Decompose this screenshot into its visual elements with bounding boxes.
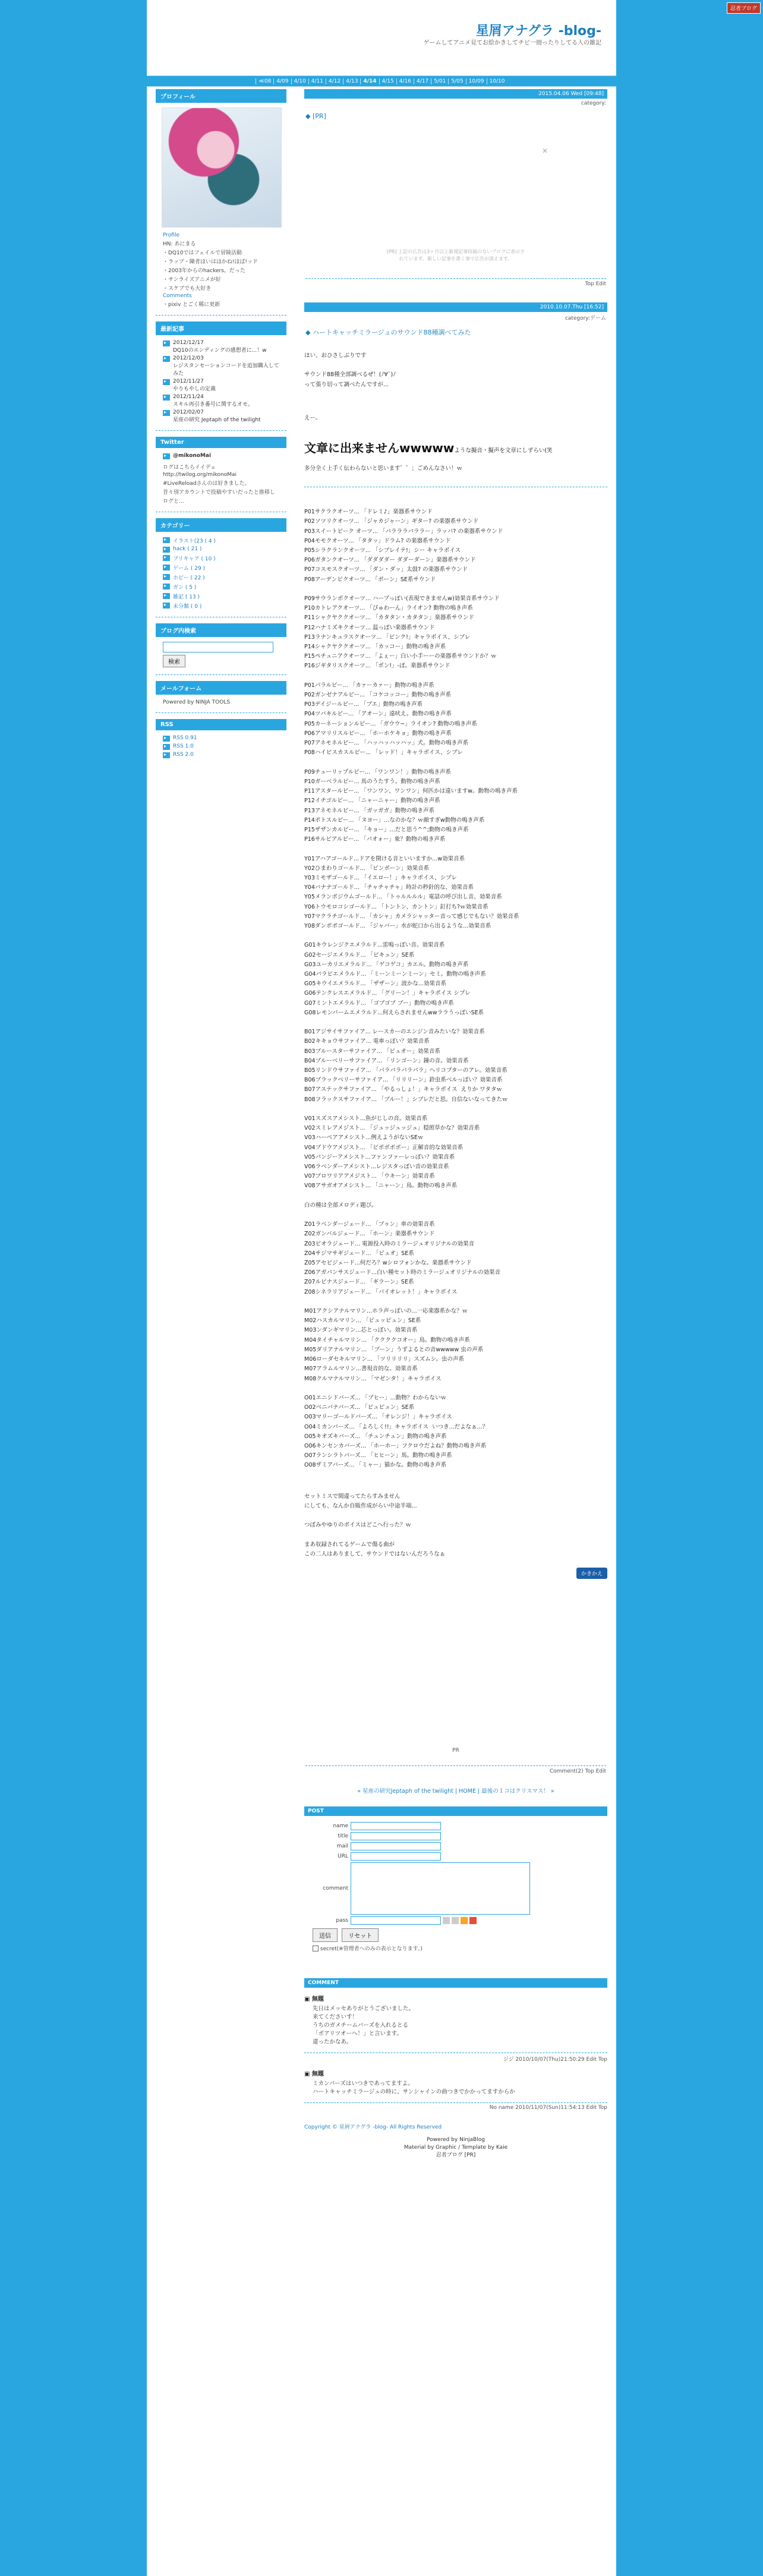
recent-entry-title[interactable]: スキル再引き番号に関するオモ。 bbox=[173, 402, 253, 408]
category-item[interactable] bbox=[163, 554, 279, 562]
list-line: M02ハスカルマリン... 「ピュッピュン」SE系 bbox=[304, 1317, 421, 1325]
list-line: P02ガンゼナアルビー... 「コケコッコー」動物の鳴き声系 bbox=[304, 692, 452, 699]
list-line: P04モモクオーツ... 「タタッ」ドラム? の楽器系サウンド bbox=[304, 537, 451, 544]
list-line: P16サルビアルビー... 「パオォー」象？動物の鳴き声系 bbox=[304, 836, 446, 843]
list-line: O03マリーゴールドバーズ... 「オレンジ！」キャラボイス bbox=[304, 1414, 452, 1421]
list-line: V07ブロワリアアメジスト... 「ウキーン」効果音系 bbox=[304, 1173, 435, 1180]
recent-entry-date: 2012/12/17 bbox=[173, 340, 204, 346]
list-line: P08ハイビスカスルビー... 「レッド！」キャラボイス、シブレ bbox=[304, 749, 463, 756]
mail-field[interactable] bbox=[351, 1842, 441, 1850]
field-label: comment bbox=[323, 1885, 348, 1891]
category-label[interactable]: イラスト(23 ( 4 ) bbox=[173, 538, 216, 544]
list-line: B03ブルースターサファイア... 「ピュオー」効果音系 bbox=[304, 1048, 440, 1055]
recent-entries-block bbox=[156, 321, 286, 423]
entry1-category: category: bbox=[581, 100, 606, 106]
body-text bbox=[304, 1511, 607, 1521]
list-line: V04ブドウアメジスト... 「ピポポポポー」正解音的な効果音系 bbox=[304, 1144, 464, 1151]
site-title[interactable]: 星屑アナグラ -blog- bbox=[475, 24, 601, 39]
list-line: M03ンダンギマリン...芯とっぽい。効果音系 bbox=[304, 1327, 418, 1334]
list-line: P12イチゴルビー... 「ニャーニャー」動物の鳴き声系 bbox=[304, 797, 440, 805]
comment-line: ハートキャッチミラージュの時に、サンシャインの曲つきでかかってますからか bbox=[313, 2088, 515, 2095]
date-nav-link[interactable]: 4/11 bbox=[308, 78, 326, 84]
recent-entry[interactable] bbox=[163, 394, 279, 408]
recent-entry-title[interactable]: やりもやしの定義 bbox=[173, 386, 216, 392]
date-nav-link[interactable]: 10/09 bbox=[466, 78, 487, 84]
post-title: POST bbox=[304, 1806, 607, 1816]
list-line: G04バラピエメラルド... 「ミーンミーンミーン」セミ。動物の鳴き声系 bbox=[304, 970, 486, 978]
form-row bbox=[304, 1916, 607, 1925]
list-line: Z01ラベンダージェード... 「ブゥン」車の効果音系 bbox=[304, 1221, 435, 1228]
list-line: V02スミレアメジスト... 「ジュッジュッジュ」穏照草かな？効果音系 bbox=[304, 1125, 480, 1132]
entry1-title[interactable]: ◆ [PR] bbox=[305, 112, 326, 120]
body-text: まあ収録されてるゲームで傷る曲が bbox=[304, 1541, 395, 1548]
body-text: セットミスで間違ってたらすみません bbox=[304, 1493, 401, 1500]
ninja-blog-admin-button[interactable]: 忍者ブログ bbox=[727, 2, 761, 14]
field-label: pass bbox=[336, 1917, 348, 1924]
field-label: mail bbox=[336, 1843, 348, 1849]
list-line: M04タイチャルマリン... 「ククククコオー」鳥。動物の鳴き声系 bbox=[304, 1336, 470, 1344]
list-line: P07コスモスクオーツ... 「ダン・ダッ」太鼓? の楽器系サウンド bbox=[304, 566, 468, 573]
list-line: Y01アハアゴールド...ドアを開ける音といいますか...w効果音系 bbox=[304, 855, 465, 862]
list-line: V06ラベンダーアメシスト...レジスタっぽい音の効果音系 bbox=[304, 1164, 449, 1171]
bullet-icon bbox=[163, 395, 170, 401]
list-line: V03ハーベアアメシスト...例えようがないSEｗ bbox=[304, 1134, 424, 1142]
bullet-icon bbox=[163, 565, 170, 570]
rss-block bbox=[156, 719, 286, 758]
list-line: P13ラナンキュラスクオーツ... 「ピンク!」キャラボイス、シブレ bbox=[304, 633, 471, 641]
category-label[interactable]: ブリキャア ( 10 ) bbox=[173, 556, 216, 562]
category-item[interactable] bbox=[163, 537, 279, 544]
date-nav-link[interactable]: 4/17 bbox=[414, 78, 431, 84]
list-line: O08ザミアバーズ... 「ミャー」猫かな。動物の鳴き声系 bbox=[304, 1462, 447, 1469]
twitter-text: 昔々別アカウントで投稿やすいだったと推移し bbox=[163, 490, 275, 496]
date-nav-link[interactable]: 4/13 bbox=[343, 78, 360, 84]
list-line: O05キオズキバーズ... 「チュンチュン」動物の鳴き声系 bbox=[304, 1433, 447, 1440]
category-label[interactable]: ゲーム ( 29 ) bbox=[173, 566, 206, 572]
list-line: Y08ダンポポゴールド... 「ジャバー」水が蛇口から出るような...効果音系 bbox=[304, 922, 491, 929]
comment-footer[interactable]: ジジ 2010/10/07(Thu)21:50:29 Edit Top bbox=[304, 2052, 607, 2063]
bullet-icon bbox=[163, 537, 170, 543]
comment-title: ▣ 無題 bbox=[304, 1995, 324, 2003]
profile-title: プロフィール bbox=[156, 89, 286, 103]
bullet-icon bbox=[163, 547, 170, 553]
list-line: B01アジサイサファイア... レースカーのエンジン音みたいな？効果音系 bbox=[304, 1029, 485, 1036]
list-line: P09チューリップルビー... 「ワンワン！」動物の鳴き声系 bbox=[304, 768, 451, 775]
list-line: P12ハナミズキクオーツ... 温っぽい楽器系サウンド bbox=[304, 624, 435, 631]
twitter-text: http://twilog.org/mikonoMai bbox=[163, 472, 237, 478]
list-line: P03スイートピーク オーツ... 「パラララパララー」ラッパ? の楽器系サウンド bbox=[304, 528, 503, 535]
emoji-icon[interactable] bbox=[452, 1917, 459, 1924]
list-line: P13アネモネルビー... 「ガッガガ」動物の鳴き声系 bbox=[304, 807, 434, 814]
post-form bbox=[304, 1822, 607, 1925]
date-nav-link[interactable]: 4/12 bbox=[326, 78, 343, 84]
rss-label[interactable]: RSS 0.91 bbox=[173, 735, 197, 741]
list-line: P04ツバキルビー... 「アオーン」遠吠え。動物の鳴き声系 bbox=[304, 711, 452, 718]
twitter-block bbox=[156, 437, 286, 505]
profile-text bbox=[156, 232, 286, 308]
entry2-category[interactable]: category:ゲーム bbox=[565, 316, 606, 321]
list-line: P10カトレアクオーツ... 「ぴゅわーん」ライオン? 動物の鳴き声系 bbox=[304, 605, 473, 612]
date-nav-link[interactable]: 4/10 bbox=[291, 78, 308, 84]
date-nav-link[interactable]: ≪08 bbox=[256, 78, 273, 84]
bullet-icon bbox=[163, 574, 170, 580]
profile-line: ・DQ10ではフェイルで冒険活動 bbox=[163, 250, 242, 256]
bullet-icon bbox=[163, 752, 170, 758]
profile-line: ・pixiv とごく稀に更新 bbox=[163, 302, 220, 308]
list-line: M07アラムルマリン...書現音的な。効果音系 bbox=[304, 1366, 418, 1373]
entry1-date: 2015.04.06 Wed [09:48] bbox=[304, 89, 607, 99]
list-line: G02セージエメラルド... 「ピキュン」SE系 bbox=[304, 951, 415, 958]
recent-entry[interactable] bbox=[163, 340, 279, 354]
comment-title: ▣ 無題 bbox=[304, 2070, 324, 2077]
list-line: B07アステックサファイア... 「やるっしょ！」キャラボイス えりか ワタタｗ bbox=[304, 1086, 503, 1093]
body-text: この二人はありまして、サウンドではないんだろうなぁ bbox=[304, 1550, 446, 1557]
body-text: って張り切って調べたんですが... bbox=[304, 381, 389, 388]
comment-field[interactable] bbox=[351, 1862, 530, 1915]
title-field[interactable] bbox=[351, 1832, 441, 1840]
list-line: M08クルマナルマリン... 「マゼンタ！」キャラボイス bbox=[304, 1375, 442, 1382]
list-line: B05リンドウサファイア... 「パラパラパラパラ」ヘリコプターのアレ。効果音系 bbox=[304, 1067, 507, 1074]
field-label: name bbox=[333, 1823, 348, 1829]
comment-footer[interactable]: No name 2010/11/07(Sun)11:54:13 Edit Top bbox=[304, 2102, 607, 2111]
list-line: G08レモンバームエメラルド...何えらされませんwwララうっぽいSE系 bbox=[304, 1009, 484, 1016]
search-title: ブログ内検索 bbox=[156, 623, 286, 637]
list-line: P01サクラクオーツ... 「ドレミ♪」楽器系サウンド bbox=[304, 509, 433, 516]
list-line: Z04サジマサギジェード... 「ピュオ」SE系 bbox=[304, 1250, 414, 1257]
list-line: Z06アガパンサスジェード...白い種セット時のミラージュオリジナルの効果音 bbox=[304, 1269, 501, 1276]
profile-line: ・スケブでも大好き bbox=[163, 286, 212, 292]
rss-label[interactable]: RSS 1.0 bbox=[173, 743, 194, 749]
mailform-block bbox=[156, 681, 286, 705]
list-line bbox=[304, 1297, 607, 1307]
list-line bbox=[304, 844, 607, 854]
recent-entry[interactable] bbox=[163, 409, 279, 423]
list-line: Z02ガンバルジェード... 「ホーン」楽器系サウンド bbox=[304, 1231, 435, 1238]
list-line: P02ソツリクオーツ... 「ジャカジャーン」ギター? の楽器系サウンド bbox=[304, 518, 479, 525]
body-text: サウンド88種全部調べるぜ！(ﾉ∀`)ﾉ bbox=[304, 371, 396, 379]
comment-line: うちのガメチームバーズを入れるとる bbox=[313, 2022, 409, 2029]
list-line: Y03ミモザゴールド... 「イエロー！」キャラボイス、シプレ bbox=[304, 874, 457, 881]
pager[interactable]: « 星座の研究Jeptaph of the twilight | HOME | 最後の１コはクリスマス！ » bbox=[357, 1787, 554, 1795]
twitter-text: #LiveReloadさんのは好きました。 bbox=[163, 481, 250, 487]
date-nav-link[interactable]: 4/09 bbox=[273, 78, 291, 84]
list-line: M05ダリアナルマリン... 「ブーン」うずよるとの音wwwww 虫の声系 bbox=[304, 1346, 484, 1353]
list-line: B04ブルーベリーサファイア... 「リンゴーン」鐘の音。効果音系 bbox=[304, 1057, 469, 1064]
list-line bbox=[304, 1191, 607, 1201]
category-item[interactable] bbox=[163, 602, 279, 610]
body-text: 多分全く上手く伝わらないと思います゜゜；ごめんなさい！ｗ bbox=[304, 465, 463, 472]
rss-label[interactable]: RSS 2.0 bbox=[173, 752, 194, 758]
name-field[interactable] bbox=[351, 1822, 441, 1830]
recent-entry-date: 2012/11/24 bbox=[173, 394, 204, 400]
category-item[interactable] bbox=[163, 592, 279, 600]
recent-entry[interactable] bbox=[163, 379, 279, 392]
list-line: Z08シネラリアジェード... 「パイオレット！」キャラボイス bbox=[304, 1288, 458, 1295]
recent-entry-date: 2012/02/07 bbox=[173, 409, 204, 415]
powered-by bbox=[304, 2136, 607, 2159]
list-line: Y02ひまわりゴールド... 「ピンポーン」効果音系 bbox=[304, 865, 430, 872]
list-line: P03デイジールビー... 「ブエ」動物の鳴き声系 bbox=[304, 701, 423, 708]
powered-line: 忍者ブログ [PR] bbox=[436, 2152, 476, 2158]
bullet-icon bbox=[163, 356, 170, 362]
field-label: title bbox=[338, 1833, 348, 1839]
list-line: P05シラクランクオーツ... 「シブレイテ!」シー キャラボイス bbox=[304, 547, 461, 554]
recent-entry[interactable] bbox=[163, 355, 279, 377]
pr-label: PR bbox=[452, 1747, 459, 1754]
secret-checkbox[interactable] bbox=[313, 1946, 319, 1951]
powered-line: Material by Graphic / Template by Kaie bbox=[403, 2144, 508, 2151]
rss-title: RSS bbox=[156, 719, 286, 730]
list-line: B02キキョウサファイア... 電車っぽい？効果音系 bbox=[304, 1038, 430, 1045]
category-item[interactable] bbox=[163, 573, 279, 581]
comment-line: 先日はメッセありがとうございました。 bbox=[313, 2005, 415, 2012]
list-line: V05パンジーアメシスト...ファンファーレっぽい？効果音系 bbox=[304, 1153, 455, 1161]
list-line bbox=[304, 758, 607, 768]
comment bbox=[304, 2069, 607, 2111]
list-line: Z03ビオラジェード... 電源投入時のミラージュオリジナルの効果音 bbox=[304, 1240, 475, 1247]
list-line: P16ジギタリスクオーツ... 「ボン!」-ぽ。楽器系サウンド bbox=[304, 663, 450, 670]
list-line: P06アマリリスルビー... 「ホーホケキョ」動物の鳴き声系 bbox=[304, 730, 452, 737]
bullet-icon bbox=[163, 584, 170, 589]
recent-entries-title: 最新記事 bbox=[156, 321, 286, 335]
list-line: B06ブラックベリーサファイア... 「リリリーン」鈴虫系べルっぽい？効果音系 bbox=[304, 1077, 503, 1084]
search-input[interactable] bbox=[163, 642, 273, 652]
comment-line: 来てくださいす！ bbox=[313, 2013, 358, 2020]
twitter-handle-link[interactable]: ▸ @mikonoMai bbox=[163, 453, 279, 459]
category-label[interactable]: 雑記 ( 13 ) bbox=[173, 594, 200, 600]
bullet-icon bbox=[163, 340, 170, 346]
form-row bbox=[304, 1852, 607, 1861]
entry1-footer[interactable]: Top Edit bbox=[305, 278, 606, 287]
comment-body bbox=[304, 2080, 607, 2096]
list-line: Y06トウモロコシゴールド... 「トントン、カントン」釘打ち?ｗ効果音系 bbox=[304, 903, 488, 910]
category-label[interactable]: ホビー ( 22 ) bbox=[173, 575, 205, 581]
entry2-title[interactable]: ◆ ハートキャッチミラージュのサウンド88種調べてみた bbox=[305, 329, 471, 336]
body-text: えー。 bbox=[304, 414, 321, 421]
profile-line[interactable]: Profile bbox=[163, 232, 179, 238]
body-text: ほい、おひさしぶりです bbox=[304, 352, 367, 359]
emoji-icon[interactable] bbox=[461, 1917, 468, 1924]
field-label: URL bbox=[338, 1853, 348, 1859]
list-line: P01パラルビー... 「カァーカァー」動物の鳴き声系 bbox=[304, 682, 434, 689]
bullet-icon bbox=[163, 453, 170, 459]
powered-line: Powered by NinjaBlog bbox=[427, 2136, 485, 2143]
date-nav-link[interactable]: 4/15 bbox=[379, 78, 396, 84]
profile-avatar bbox=[162, 108, 282, 228]
profile-line[interactable]: Comments bbox=[163, 293, 192, 299]
emoji-icon[interactable] bbox=[443, 1917, 450, 1924]
list-line: P08アーデンピクオーツ... 「ボーン」SE系サウンド bbox=[304, 576, 436, 583]
ad-note: れています。新しい記事を書く事で広告が消えます。 bbox=[399, 256, 513, 261]
recent-entry-date: 2012/12/03 bbox=[173, 355, 204, 361]
date-nav-link[interactable]: 10/10 bbox=[487, 78, 507, 84]
list-line: B08フラックスサファイア... 「ブルー！」シブレだと思。自信ないなってきたｗ bbox=[304, 1096, 508, 1103]
rss-item[interactable] bbox=[163, 752, 279, 758]
category-item[interactable] bbox=[163, 546, 279, 553]
list-line bbox=[304, 931, 607, 941]
reset-button[interactable]: リセット bbox=[342, 1928, 379, 1942]
list-line: P11シャクヤククオーツ... 「カタタン・カタタン」楽器系サウンド bbox=[304, 614, 474, 622]
site-description: ゲームしてアニメ見てお絵かきしてチビ一冊ったりしてる人の雑記 bbox=[423, 40, 601, 46]
comment-title: COMMENT bbox=[304, 1978, 607, 1988]
comment-line: ミカンバーズはいつきであってますよ。 bbox=[313, 2080, 414, 2087]
date-nav-link[interactable]: 5/01 bbox=[431, 78, 448, 84]
category-title: カテゴリー bbox=[156, 518, 286, 532]
form-row bbox=[304, 1822, 607, 1830]
recent-entry-title[interactable]: レジスタンセーションコードを追加購入してみた bbox=[173, 363, 279, 377]
ad-area bbox=[304, 126, 607, 275]
list-line bbox=[304, 1210, 607, 1220]
bullet-icon bbox=[163, 410, 170, 416]
category-label[interactable]: 未分類 ( 0 ) bbox=[173, 604, 202, 610]
list-line: Y04バナナゴールド... 「チャチャチャ」時計の秒針的な、効果音系 bbox=[304, 884, 474, 891]
recent-entry-title[interactable]: DQ10のエンディングの感想者に...！w bbox=[173, 348, 267, 354]
bullet-icon bbox=[163, 593, 170, 599]
list-line: P07アネモネルビー... 「ハッハッハッハッ」犬。動物の鳴き声系 bbox=[304, 740, 469, 747]
date-nav-link[interactable]: 4/14 bbox=[360, 78, 379, 84]
list-line: O07ランシラトバーズ... 「ヒヒーン」馬。動物の鳴き声系 bbox=[304, 1452, 452, 1459]
list-line: V01スズスアメシスト...魚がじしの音。効果音系 bbox=[304, 1115, 428, 1123]
rss-item[interactable] bbox=[163, 743, 279, 750]
bullet-icon bbox=[163, 744, 170, 750]
list-line: 白の種は全部メロディ題び。 bbox=[304, 1202, 377, 1209]
list-line: P15ペチュニアクオーツ... 「よぇー」白い小手ーーの楽器系サウンドか？ｗ bbox=[304, 653, 497, 660]
category-item[interactable] bbox=[163, 583, 279, 591]
profile-line: HN: あにまる bbox=[163, 241, 196, 247]
list-line bbox=[304, 1384, 607, 1393]
list-line: Y07マクラチゴールド... 「カシャ」カメラシャッター音って感じでもない？効果音系 bbox=[304, 913, 519, 920]
rss-item[interactable] bbox=[163, 735, 279, 742]
mailform-title: メールフォーム bbox=[156, 681, 286, 695]
entry2-date: 2010.10.07.Thu [16:52] bbox=[304, 302, 607, 312]
sidebar bbox=[156, 89, 286, 765]
twitter-title: Twitter bbox=[156, 437, 286, 448]
body-text: つぼみやゆりのボイスはどこへ行った？ｗ bbox=[304, 1522, 412, 1529]
profile-line: ・ラップ・陳者ほいはほかね!ほば!ッド bbox=[163, 259, 258, 265]
list-line: P15ザザンカルビー... 「キョー」…だと思う^^;動物の鳴き声系 bbox=[304, 826, 469, 833]
URL-field[interactable] bbox=[351, 1852, 441, 1861]
list-line: M01アクシアナルマリン...ホラ声っぽいの...一応楽器系かな？ｗ bbox=[304, 1308, 468, 1315]
list-line: P05カーネーションルビー... 「ガウウ~」ライオン? 動物の鳴き声系 bbox=[304, 720, 477, 727]
twitter-text: ログはこちらイイデェ bbox=[163, 465, 216, 471]
date-nav-link[interactable]: 4/16 bbox=[396, 78, 414, 84]
share-button[interactable]: かきかえ bbox=[304, 1568, 607, 1579]
search-block bbox=[156, 623, 286, 667]
recent-entry-title[interactable]: 星座の研究 Jeptaph of the twilight bbox=[173, 417, 261, 423]
entry2-heading: 文章に出来ませんwwwwwような擬音・擬声を文章にしずらい(笑 bbox=[304, 441, 553, 456]
bullet-icon bbox=[163, 736, 170, 742]
bullet-icon bbox=[163, 379, 170, 385]
category-block bbox=[156, 518, 286, 610]
list-line: G06テンクレスエメラルド... 「グリーン！」キャラボイス シプレ bbox=[304, 990, 471, 997]
list-line: P14ポトスルビー... 「ヌヨー」…なのかな？ｗ顔すぎw動物の鳴き声系 bbox=[304, 816, 485, 824]
profile-line: ・2003年からのhackers。だった bbox=[163, 268, 245, 274]
list-line: O01エニシドバーズ... 「ブヒー」...動物？わからないｗ bbox=[304, 1394, 447, 1401]
profile-block bbox=[156, 89, 286, 308]
list-line bbox=[304, 1105, 607, 1114]
recent-entry-date: 2012/11/27 bbox=[173, 379, 204, 384]
entry2-footer[interactable]: Comment(2) Top Edit bbox=[305, 1765, 606, 1774]
comment-body bbox=[304, 2005, 607, 2047]
copyright: Copyright © 星屑アナグラ -blog- All Rights Reserved bbox=[304, 2124, 442, 2130]
date-nav bbox=[147, 75, 616, 87]
list-line: P06ガタンクオーツ... 「ダダダダー ダダーダーン」楽器系サウンド bbox=[304, 557, 476, 564]
bullet-icon bbox=[163, 555, 170, 561]
list-line: Y05メランポジウムゴールド... 「トゥルルルル」電話の呼び出し音、効果音系 bbox=[304, 894, 502, 901]
form-row bbox=[304, 1842, 607, 1850]
list-line bbox=[304, 671, 607, 681]
list-line: G07ミントエメラルド... 「ゴブゴブ ブー」動物の鳴き声系 bbox=[304, 999, 454, 1007]
close-icon[interactable]: ✕ bbox=[541, 147, 548, 155]
body-text bbox=[304, 1530, 607, 1540]
list-line bbox=[304, 585, 607, 594]
comment bbox=[304, 1994, 607, 2063]
list-line: O02ベニバナバーズ... 「ピュピュン」SE系 bbox=[304, 1404, 415, 1411]
list-line bbox=[304, 1018, 607, 1027]
mailform-link[interactable]: Powered by NINJA TOOLS bbox=[163, 699, 231, 705]
ad-note: [PR] 上記の広告は3ヶ月以上新規記事投稿のないブログに表示さ bbox=[386, 249, 525, 254]
list-line: Z07ルピナスジェード... 「ギラーン」SE系 bbox=[304, 1279, 414, 1286]
body-text: にしても、なんか自販作成がらい中途半端... bbox=[304, 1502, 417, 1509]
category-item[interactable] bbox=[163, 564, 279, 572]
profile-line: ・サンライズアニメが好 bbox=[163, 277, 221, 283]
category-label[interactable]: ガン ( 5 ) bbox=[173, 585, 197, 591]
secret-checkbox-row[interactable]: secret(※管理者へのみの表示となります。) bbox=[313, 1944, 599, 1952]
list-line: G03ユーカリエメラルド... 「ゲコゲコ」カエル。動物の鳴き声系 bbox=[304, 961, 469, 968]
submit-button[interactable]: 送信 bbox=[313, 1928, 338, 1942]
list-line: P14シャクヤククオーツ... 「カッコー」動物の鳴き声系 bbox=[304, 644, 446, 651]
list-line: O04ミカンバーズ... 「よろしく!!」キャラボイス いつき...だよなぁ...？ bbox=[304, 1423, 488, 1430]
list-line: P11アスタールビー... 「ワンワン、ワンワン」何匹かは遠いますw。動物の鳴き声系 bbox=[304, 788, 518, 795]
list-line: G01キウレンジクエメラルド...雷鳴っぽい音。効果音系 bbox=[304, 942, 445, 949]
list-line: O06キンセンカバーズ... 「ホーホー」フクロウだよね？動物の鳴き声系 bbox=[304, 1442, 487, 1449]
pass-field[interactable] bbox=[351, 1916, 441, 1925]
list-line: G05キウイエメラルド... 「ザザーン」波かな...効果音系 bbox=[304, 980, 446, 988]
comment-line: 「ポアリツオーへ！」と言います。 bbox=[313, 2030, 402, 2037]
bullet-icon bbox=[163, 603, 170, 608]
page-wrapper bbox=[147, 0, 616, 2576]
emoji-icon[interactable] bbox=[469, 1917, 477, 1924]
form-row bbox=[304, 1862, 607, 1915]
body-text bbox=[304, 361, 607, 370]
category-label[interactable]: hack ( 21 ) bbox=[173, 546, 202, 552]
search-button[interactable]: 検索 bbox=[163, 655, 185, 667]
date-nav-link[interactable]: 5/05 bbox=[448, 78, 465, 84]
list-line: Z05アセビジェード...何だろ？wシロフォンかな。楽器系サウンド bbox=[304, 1260, 472, 1267]
form-row bbox=[304, 1832, 607, 1840]
twitter-text: ログと... bbox=[163, 499, 184, 505]
list-line: M06ローダセキルマリン... 「ツリリリリ」スズムシ。虫の声系 bbox=[304, 1356, 465, 1363]
list-line: P09サウランボクオーツ... ハープっぽい(表現できませんw)効果音系サウンド bbox=[304, 595, 500, 603]
main-content bbox=[304, 89, 607, 2159]
list-line: V08アサガオアメシスト... 「ニャーン」鳥。動物の鳴き声系 bbox=[304, 1183, 458, 1190]
comment-line: 違ったかなあ。 bbox=[313, 2038, 352, 2045]
entry2-body bbox=[304, 351, 607, 1559]
list-line: P10ガーベラルビー... 馬のうたすう。動物の鳴き声系 bbox=[304, 778, 440, 785]
